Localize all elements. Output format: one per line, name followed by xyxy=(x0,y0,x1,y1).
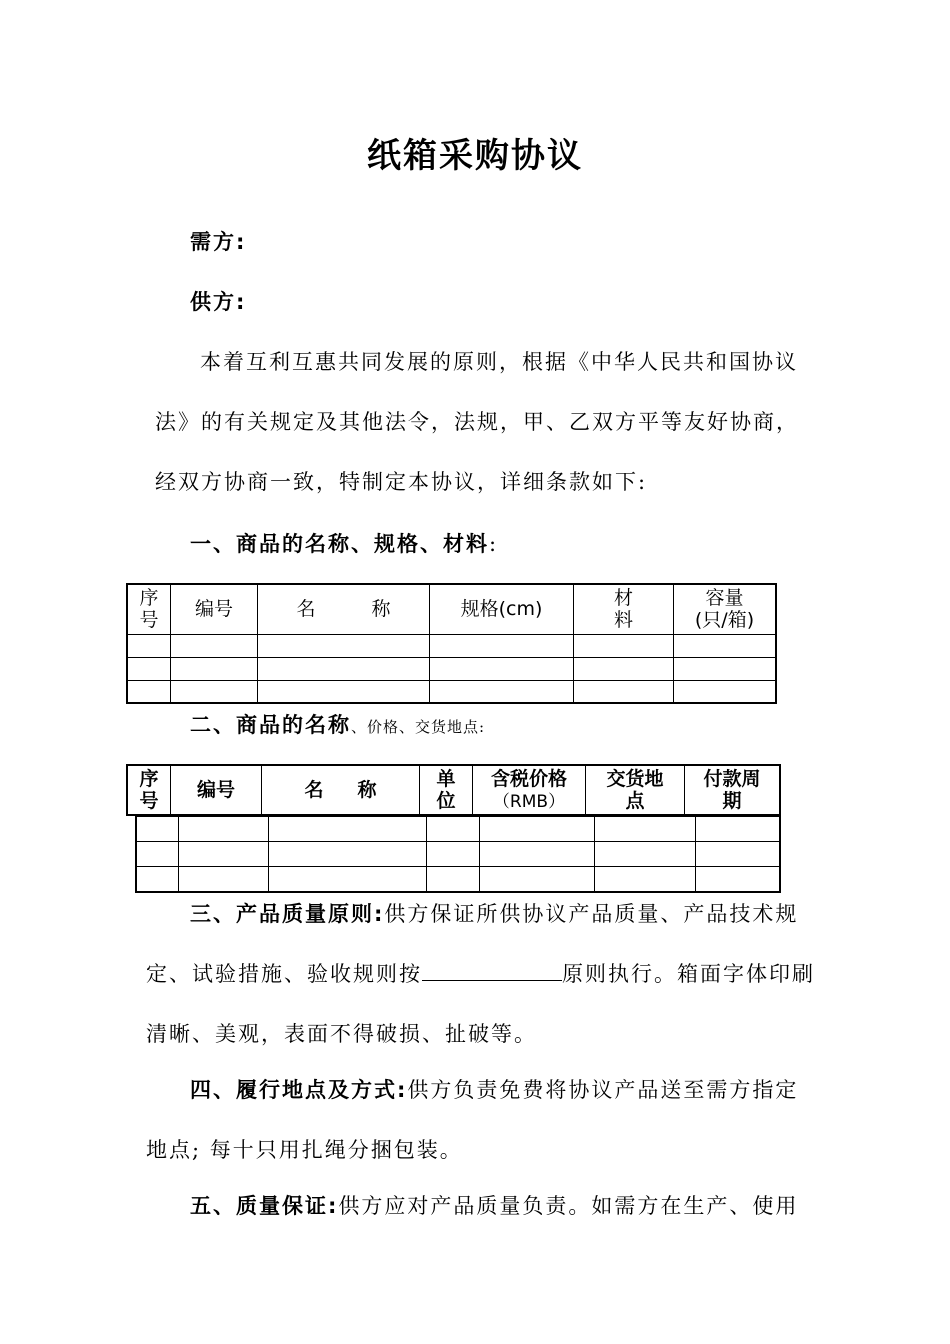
table-cell xyxy=(127,680,171,703)
section1-heading xyxy=(190,528,498,558)
section2-rest: 、价格、交货地点: xyxy=(351,718,486,736)
price-delivery-table-body xyxy=(135,816,781,893)
table-cell xyxy=(574,634,674,657)
table-cell xyxy=(269,842,427,867)
section1-suffix: : xyxy=(489,532,499,556)
method-blank-field[interactable] xyxy=(422,960,562,981)
table-cell xyxy=(430,657,574,680)
section4-line-1 xyxy=(190,1074,798,1104)
intro-line-2: 法》的有关规定及其他法令，法规，甲、乙双方平等友好协商， xyxy=(155,410,799,434)
section4-text-1: 供方负责免费将协议产品送至需方指定 xyxy=(407,1078,799,1102)
table-cell xyxy=(480,867,595,892)
table-row xyxy=(127,657,776,680)
table-cell xyxy=(136,867,179,892)
table-cell xyxy=(595,842,696,867)
table1-header-material: 材 料 xyxy=(574,584,674,634)
table-cell xyxy=(574,657,674,680)
table-cell xyxy=(136,842,179,867)
table1-header-seq: 序 号 xyxy=(127,584,171,634)
table-cell xyxy=(674,657,777,680)
table-cell xyxy=(179,817,269,842)
table-cell xyxy=(595,867,696,892)
table-cell xyxy=(127,657,171,680)
table-cell xyxy=(595,817,696,842)
table2-header-name: 名 称 xyxy=(262,765,420,815)
table-cell xyxy=(696,817,781,842)
table-cell xyxy=(480,817,595,842)
table-row xyxy=(127,634,776,657)
table-cell xyxy=(574,680,674,703)
table-cell xyxy=(171,634,258,657)
section3-title: 三、产品质量原则: xyxy=(190,902,385,926)
table-cell xyxy=(258,657,430,680)
section5-title: 五、质量保证: xyxy=(190,1194,339,1218)
table1-header-code: 编号 xyxy=(171,584,258,634)
section2-heading xyxy=(190,709,485,739)
table-cell xyxy=(171,657,258,680)
section1-title: 一、商品的名称、规格、材料 xyxy=(190,532,489,556)
table2-header-payment: 付款周 期 xyxy=(685,765,781,815)
section3-line-3: 清晰、美观，表面不得破损、扯破等。 xyxy=(146,1022,537,1046)
table1-header-capacity: 容量 (只/箱) xyxy=(674,584,777,634)
section5-text-1: 供方应对产品质量负责。如需方在生产、使用 xyxy=(338,1194,799,1218)
table2-header-row xyxy=(127,765,780,815)
table-cell xyxy=(127,634,171,657)
table2-header-delivery: 交货地 点 xyxy=(586,765,685,815)
supplier-label: 供方: xyxy=(190,290,247,314)
table2-header-code: 编号 xyxy=(171,765,262,815)
table-cell xyxy=(269,817,427,842)
table-cell xyxy=(179,842,269,867)
table-cell xyxy=(136,817,179,842)
table-cell xyxy=(171,680,258,703)
table1-header-row xyxy=(127,584,776,634)
section3-line-1 xyxy=(190,898,798,928)
table-cell xyxy=(427,817,480,842)
table-cell xyxy=(427,867,480,892)
price-delivery-table-header xyxy=(126,764,781,816)
table-row xyxy=(136,817,780,842)
table-row xyxy=(127,680,776,703)
table-cell xyxy=(258,680,430,703)
table2-header-unit: 单 位 xyxy=(420,765,473,815)
section3-text-2a: 定、试验措施、验收规则按 xyxy=(146,962,422,986)
section2-title: 二、商品的名称 xyxy=(190,713,351,737)
table-cell xyxy=(258,634,430,657)
table-cell xyxy=(430,680,574,703)
table-cell xyxy=(269,867,427,892)
table-cell xyxy=(430,634,574,657)
table-cell xyxy=(179,867,269,892)
table-row xyxy=(136,867,780,892)
intro-line-3: 经双方协商一致，特制定本协议，详细条款如下: xyxy=(155,470,648,494)
table-cell xyxy=(674,680,777,703)
table1-header-name: 名 称 xyxy=(258,584,430,634)
buyer-label: 需方: xyxy=(190,230,247,254)
section4-title: 四、履行地点及方式: xyxy=(190,1078,408,1102)
table-cell xyxy=(696,867,781,892)
section3-text-2b: 原则执行。箱面字体印刷 xyxy=(562,962,815,986)
section3-line-2 xyxy=(146,958,815,988)
section4-line-2: 地点; 每十只用扎绳分捆包装。 xyxy=(146,1138,463,1162)
intro-line-1: 本着互利互惠共同发展的原则，根据《中华人民共和国协议 xyxy=(200,350,798,374)
table-cell xyxy=(696,842,781,867)
table2-header-seq: 序 号 xyxy=(127,765,171,815)
product-spec-table xyxy=(126,583,777,704)
section5-line-1 xyxy=(190,1190,798,1220)
document-title: 纸箱采购协议 xyxy=(367,136,583,176)
table-row xyxy=(136,842,780,867)
table-cell xyxy=(674,634,777,657)
table1-header-spec: 规格(cm) xyxy=(430,584,574,634)
table-cell xyxy=(480,842,595,867)
table2-header-price: 含税价格 （RMB） xyxy=(473,765,586,815)
table-cell xyxy=(427,842,480,867)
section3-text-1: 供方保证所供协议产品质量、产品技术规 xyxy=(384,902,799,926)
